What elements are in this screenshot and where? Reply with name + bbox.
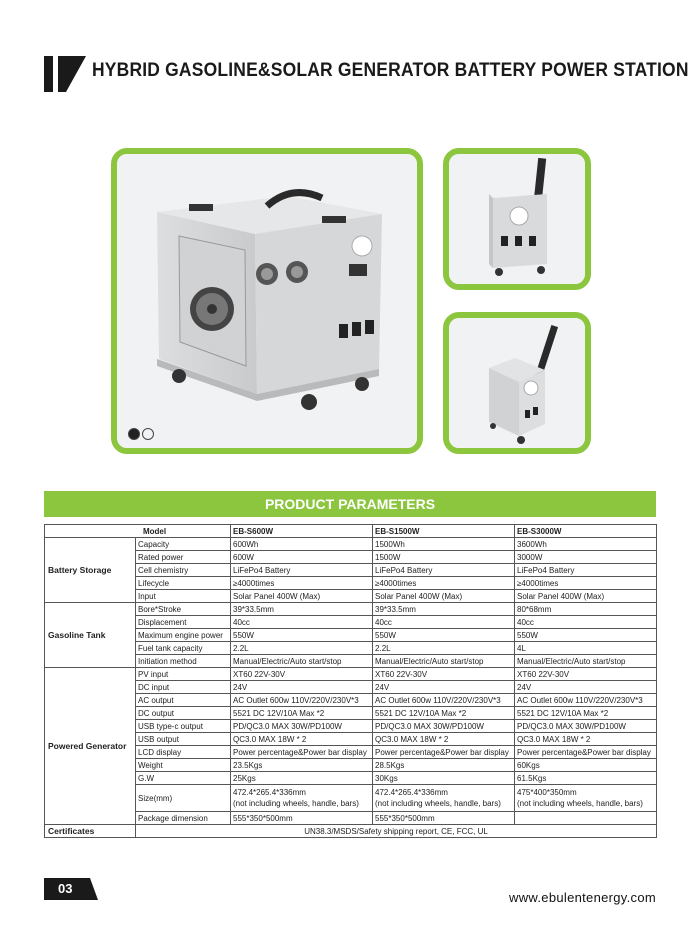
param-value: 3000W bbox=[515, 551, 657, 564]
table-row bbox=[45, 603, 657, 616]
param-label: PV input bbox=[136, 668, 231, 681]
param-value: Power percentage&Power bar display bbox=[515, 746, 657, 759]
param-value bbox=[515, 812, 657, 825]
table-row bbox=[45, 720, 657, 733]
param-value-line: (not including wheels, handle, bars) bbox=[517, 799, 643, 808]
param-label: Package dimension bbox=[136, 812, 231, 825]
param-value: 4L bbox=[515, 642, 657, 655]
param-value: ≥4000times bbox=[231, 577, 373, 590]
param-value: 555*350*500mm bbox=[373, 812, 515, 825]
product-image-mast-front bbox=[443, 148, 591, 290]
param-value: XT60 22V-30V bbox=[373, 668, 515, 681]
param-value: LiFePo4 Battery bbox=[515, 564, 657, 577]
product-image-mast-angle bbox=[443, 312, 591, 454]
param-value: LiFePo4 Battery bbox=[231, 564, 373, 577]
param-value: AC Outlet 600w 110V/220V/230V*3 bbox=[515, 694, 657, 707]
table-row bbox=[45, 551, 657, 564]
table-row bbox=[45, 590, 657, 603]
generator-with-solar-mast-front-image bbox=[449, 154, 585, 284]
param-value: 24V bbox=[515, 681, 657, 694]
table-row bbox=[45, 707, 657, 720]
param-value: PD/QC3.0 MAX 30W/PD100W bbox=[373, 720, 515, 733]
param-label: Lifecycle bbox=[136, 577, 231, 590]
param-label: Maximum engine power bbox=[136, 629, 231, 642]
param-value: PD/QC3.0 MAX 30W/PD100W bbox=[515, 720, 657, 733]
param-value: 600W bbox=[231, 551, 373, 564]
param-value-line: 475*400*350mm bbox=[517, 788, 577, 797]
param-value-line: 472.4*265.4*336mm bbox=[233, 788, 306, 797]
page-title: HYBRID GASOLINE&SOLAR GENERATOR BATTERY POWER STATION bbox=[92, 60, 689, 81]
param-label: Cell chemistry bbox=[136, 564, 231, 577]
gallery-dot-active[interactable] bbox=[128, 428, 140, 440]
certificates-value: UN38.3/MSDS/Safety shipping report, CE, FCC, UL bbox=[136, 825, 657, 838]
website-url: www.ebulentenergy.com bbox=[509, 890, 656, 905]
section-title-banner: PRODUCT PARAMETERS bbox=[44, 491, 656, 517]
table-row bbox=[45, 746, 657, 759]
param-value: 550W bbox=[231, 629, 373, 642]
param-label: Weight bbox=[136, 759, 231, 772]
table-row bbox=[45, 577, 657, 590]
param-label: Displacement bbox=[136, 616, 231, 629]
param-value-line: (not including wheels, handle, bars) bbox=[375, 799, 501, 808]
param-value: Solar Panel 400W (Max) bbox=[231, 590, 373, 603]
param-value: AC Outlet 600w 110V/220V/230V*3 bbox=[373, 694, 515, 707]
header-logo-mark-icon bbox=[44, 56, 86, 92]
table-row bbox=[45, 681, 657, 694]
param-value: ≥4000times bbox=[373, 577, 515, 590]
param-value: XT60 22V-30V bbox=[515, 668, 657, 681]
param-value: Manual/Electric/Auto start/stop bbox=[231, 655, 373, 668]
param-label: Fuel tank capacity bbox=[136, 642, 231, 655]
param-value: ≥4000times bbox=[515, 577, 657, 590]
param-value-line: (not including wheels, handle, bars) bbox=[233, 799, 359, 808]
table-row bbox=[45, 759, 657, 772]
param-value: Manual/Electric/Auto start/stop bbox=[373, 655, 515, 668]
param-value: 550W bbox=[373, 629, 515, 642]
group-label: Battery Storage bbox=[45, 538, 136, 603]
certificates-label: Certificates bbox=[45, 825, 136, 838]
param-value: 40cc bbox=[373, 616, 515, 629]
model-col-2: EB-S1500W bbox=[373, 525, 515, 538]
group-label: Powered Generator bbox=[45, 668, 136, 825]
param-value bbox=[373, 785, 515, 812]
group-label: Gasoline Tank bbox=[45, 603, 136, 668]
param-value: 25Kgs bbox=[231, 772, 373, 785]
model-header-cell: Model bbox=[45, 525, 231, 538]
param-value: 39*33.5mm bbox=[373, 603, 515, 616]
param-label: USB output bbox=[136, 733, 231, 746]
param-value: 30Kgs bbox=[373, 772, 515, 785]
param-value: 5521 DC 12V/10A Max *2 bbox=[373, 707, 515, 720]
model-col-3: EB-S3000W bbox=[515, 525, 657, 538]
param-label: Initiation method bbox=[136, 655, 231, 668]
param-value: 24V bbox=[231, 681, 373, 694]
product-parameters-table bbox=[44, 524, 657, 838]
param-value-line: 472.4*265.4*336mm bbox=[375, 788, 448, 797]
param-value: XT60 22V-30V bbox=[231, 668, 373, 681]
param-value: Manual/Electric/Auto start/stop bbox=[515, 655, 657, 668]
param-label: DC input bbox=[136, 681, 231, 694]
param-label: Size(mm) bbox=[136, 785, 231, 812]
param-value: 2.2L bbox=[373, 642, 515, 655]
table-row bbox=[45, 733, 657, 746]
param-value bbox=[515, 785, 657, 812]
param-value bbox=[231, 785, 373, 812]
param-value: 550W bbox=[515, 629, 657, 642]
param-value: 39*33.5mm bbox=[231, 603, 373, 616]
param-value: 40cc bbox=[515, 616, 657, 629]
certificates-row bbox=[45, 825, 657, 838]
generator-front-three-quarter-image bbox=[117, 154, 417, 448]
product-image-main bbox=[111, 148, 423, 454]
table-row bbox=[45, 772, 657, 785]
param-value: 5521 DC 12V/10A Max *2 bbox=[231, 707, 373, 720]
param-value: Solar Panel 400W (Max) bbox=[373, 590, 515, 603]
param-value: 61.5Kgs bbox=[515, 772, 657, 785]
param-value: Power percentage&Power bar display bbox=[373, 746, 515, 759]
table-row bbox=[45, 564, 657, 577]
param-value: 60Kgs bbox=[515, 759, 657, 772]
param-label: Rated power bbox=[136, 551, 231, 564]
param-value: 1500W bbox=[373, 551, 515, 564]
param-value: 555*350*500mm bbox=[231, 812, 373, 825]
param-value: PD/QC3.0 MAX 30W/PD100W bbox=[231, 720, 373, 733]
gallery-pagination[interactable] bbox=[128, 427, 156, 445]
param-value: Solar Panel 400W (Max) bbox=[515, 590, 657, 603]
param-value: AC Outlet 600w 110V/220V/230V*3 bbox=[231, 694, 373, 707]
param-value: Power percentage&Power bar display bbox=[231, 746, 373, 759]
param-value: QC3.0 MAX 18W * 2 bbox=[231, 733, 373, 746]
param-value: 80*68mm bbox=[515, 603, 657, 616]
table-row bbox=[45, 538, 657, 551]
param-value: 24V bbox=[373, 681, 515, 694]
param-label: AC output bbox=[136, 694, 231, 707]
param-value: 28.5Kgs bbox=[373, 759, 515, 772]
param-value: 2.2L bbox=[231, 642, 373, 655]
param-label: DC output bbox=[136, 707, 231, 720]
table-header-row bbox=[45, 525, 657, 538]
param-value: 5521 DC 12V/10A Max *2 bbox=[515, 707, 657, 720]
table-row bbox=[45, 616, 657, 629]
generator-with-solar-mast-angle-image bbox=[449, 318, 585, 448]
gallery-dot[interactable] bbox=[142, 428, 154, 440]
param-value: 600Wh bbox=[231, 538, 373, 551]
table-row bbox=[45, 785, 657, 812]
param-label: Capacity bbox=[136, 538, 231, 551]
table-row bbox=[45, 642, 657, 655]
param-value: 23.5Kgs bbox=[231, 759, 373, 772]
table-row bbox=[45, 668, 657, 681]
model-col-1: EB-S600W bbox=[231, 525, 373, 538]
param-value: QC3.0 MAX 18W * 2 bbox=[373, 733, 515, 746]
page-number: 03 bbox=[58, 881, 73, 896]
param-label: G.W bbox=[136, 772, 231, 785]
param-label: USB type-c output bbox=[136, 720, 231, 733]
param-label: Bore*Stroke bbox=[136, 603, 231, 616]
table-row bbox=[45, 812, 657, 825]
param-value: LiFePo4 Battery bbox=[373, 564, 515, 577]
param-value: QC3.0 MAX 18W * 2 bbox=[515, 733, 657, 746]
param-label: Input bbox=[136, 590, 231, 603]
param-label: LCD display bbox=[136, 746, 231, 759]
param-value: 1500Wh bbox=[373, 538, 515, 551]
table-row bbox=[45, 629, 657, 642]
param-value: 40cc bbox=[231, 616, 373, 629]
table-row bbox=[45, 694, 657, 707]
param-value: 3600Wh bbox=[515, 538, 657, 551]
table-row bbox=[45, 655, 657, 668]
